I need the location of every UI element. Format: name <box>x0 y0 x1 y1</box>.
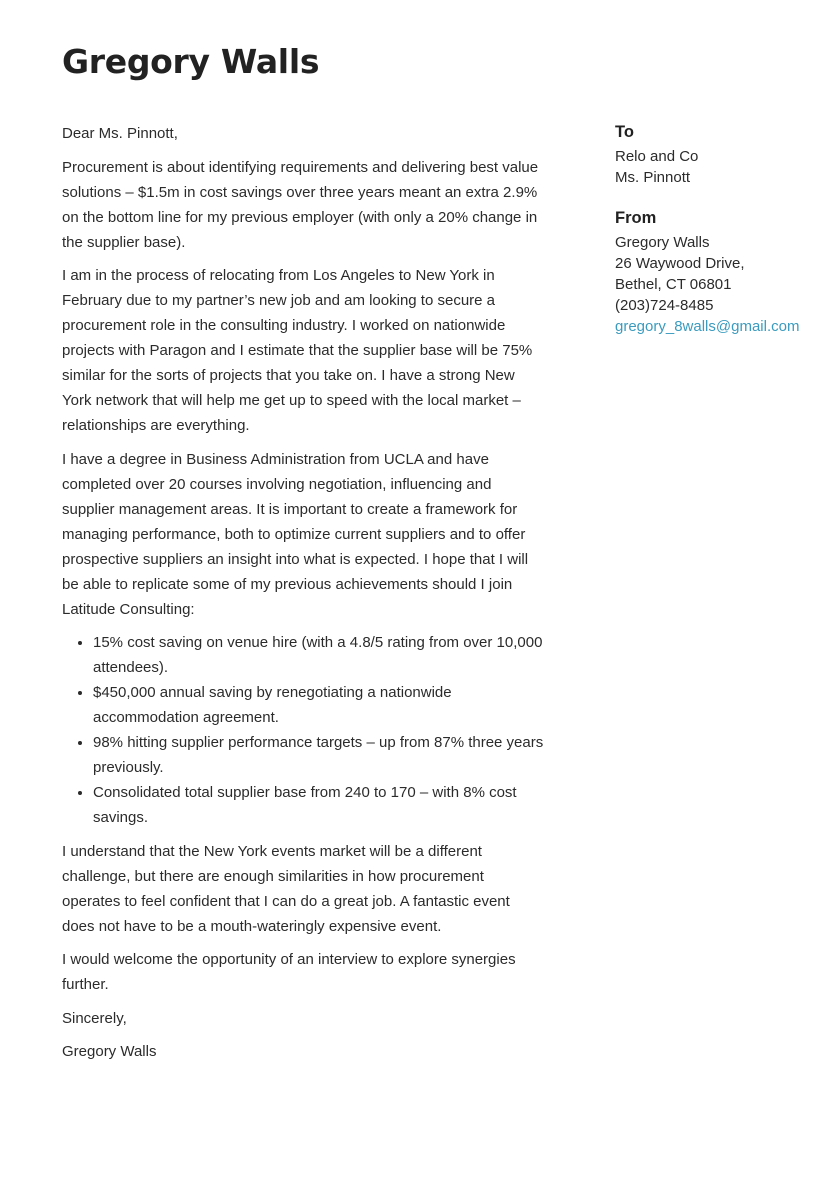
from-heading: From <box>615 209 657 227</box>
sender-phone: (203)724-8485 <box>615 297 714 314</box>
recipient-block <box>615 121 825 188</box>
applicant-name-heading: Gregory Walls <box>62 42 320 81</box>
sender-street: 26 Waywood Drive, <box>615 255 745 272</box>
salutation: Dear Ms. Pinnott, <box>62 125 178 142</box>
sender-name: Gregory Walls <box>615 234 710 251</box>
sender-email-link[interactable]: gregory_8walls@gmail.com <box>615 318 800 335</box>
paragraph-intro: Procurement is about identifying requirements and delivering best value solutions – $1.5m in cost savings over three years meant an extra 2.9% on the bottom line for my previous employer (with only a 20% change in the supplier base). <box>62 158 539 251</box>
to-heading: To <box>615 123 634 141</box>
signature: Gregory Walls <box>62 1043 157 1060</box>
contact-sidebar <box>615 121 825 356</box>
sender-city: Bethel, CT 06801 <box>615 276 732 293</box>
signoff: Sincerely, <box>62 1009 127 1027</box>
recipient-company: Relo and Co <box>615 148 699 165</box>
achievement-item: • 98% hitting supplier performance targets – up from 87% three years previously. <box>93 730 544 780</box>
paragraph-relocation: I am in the process of relocating from Los Angeles to New York in February due to my partner’s new job and am looking to secure a procurement role in the consulting industry. I worked on nationwide projects with Paragon and I estimate that the supplier base will be 75% similar for the sorts of projects that you take on. I have a strong New York network that will help me get up to speed with the local market – relationships are everything. <box>62 267 533 434</box>
achievement-item: • Consolidated total supplier base from 240 to 170 – with 8% cost savings. <box>93 780 544 830</box>
letter-body <box>62 121 544 1073</box>
paragraph-interview: I would welcome the opportunity of an interview to explore synergies further. <box>62 951 516 993</box>
sender-block <box>615 207 825 337</box>
recipient-name: Ms. Pinnott <box>615 169 691 186</box>
paragraph-education: I have a degree in Business Administration from UCLA and have completed over 20 courses involving negotiation, influencing and supplier management areas. It is important to create a framework for managing performance, both to optimize current suppliers and to offer prospective suppliers an insight into what is expected. I hope that I will be able to replicate some of my previous achievements should I join Latitude Consulting: <box>62 450 529 618</box>
achievements-list <box>62 630 544 830</box>
paragraph-challenge: I understand that the New York events market will be a different challenge, but there are enough similarities in how procurement operates to feel confident that I can do a great job. A fantastic event does not have to be a mouth-wateringly expensive event. <box>62 842 510 935</box>
achievement-item: • $450,000 annual saving by renegotiating a nationwide accommodation agreement. <box>93 680 544 730</box>
achievement-item: • 15% cost saving on venue hire (with a 4.8/5 rating from over 10,000 attendees). <box>93 630 544 680</box>
